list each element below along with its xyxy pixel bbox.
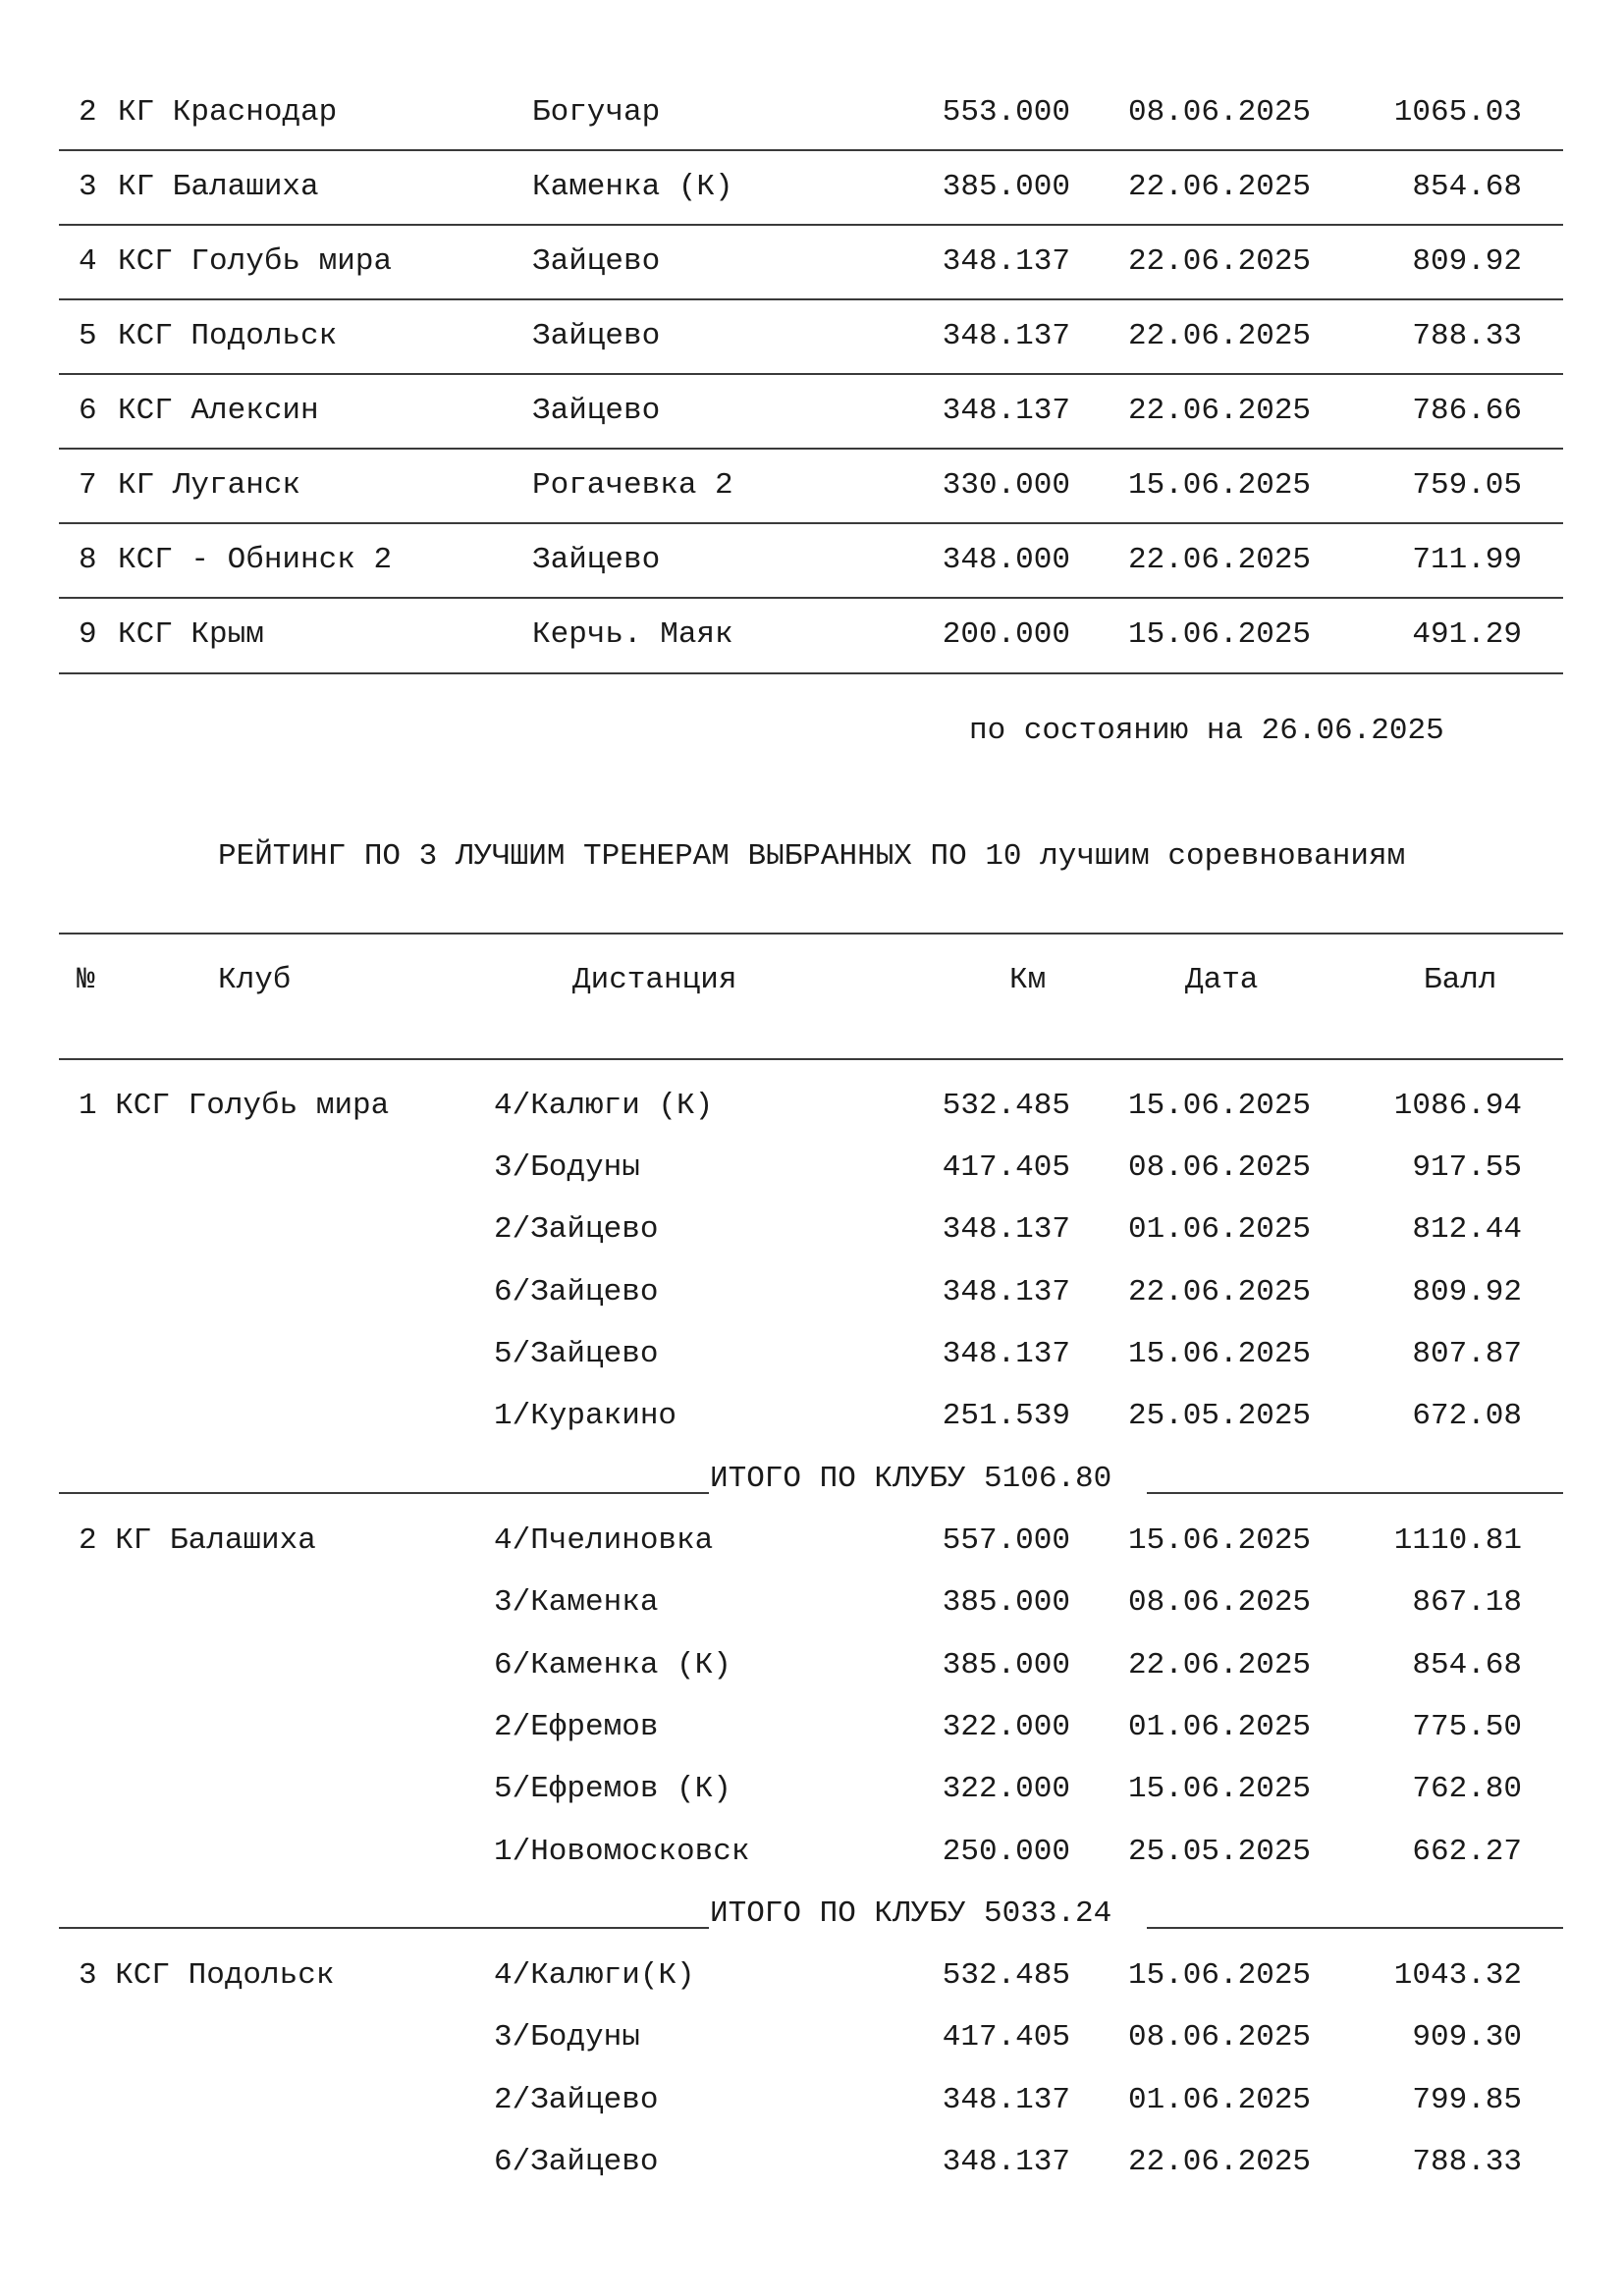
club-rank-name: 3 КСГ Подольск (79, 1958, 335, 1993)
page-title: РЕЙТИНГ ПО 3 ЛУЧШИМ ТРЕНЕРАМ ВЫБРАННЫХ ПО 10 лучшим соревнованиям (218, 839, 1406, 874)
place-name: Рогачевка 2 (532, 468, 733, 503)
date-value: 08.06.2025 (1128, 1150, 1312, 1185)
date-value: 01.06.2025 (1128, 1212, 1312, 1247)
date-value: 22.06.2025 (1128, 1648, 1312, 1682)
club-name: КГ Луганск (118, 468, 301, 503)
km-value: 532.485 (942, 1958, 1070, 1993)
row-number: 5 (79, 319, 97, 353)
row-number: 8 (79, 543, 97, 577)
date-value: 22.06.2025 (1128, 319, 1312, 353)
club-name: КГ Краснодар (118, 95, 338, 130)
score-value: 1043.32 (1393, 1958, 1522, 1993)
club-name: КСГ Голубь мира (118, 244, 393, 279)
km-value: 251.539 (942, 1399, 1070, 1433)
total-rule-left (59, 1927, 709, 1929)
distance-name: 6/Каменка (К) (494, 1648, 731, 1682)
place-name: Зайцево (532, 244, 661, 279)
km-value: 348.137 (942, 1275, 1070, 1309)
row-number: 3 (79, 170, 97, 204)
date-value: 08.06.2025 (1128, 2020, 1312, 2055)
row-divider (59, 224, 1563, 226)
distance-name: 1/Куракино (494, 1399, 677, 1433)
score-value: 854.68 (1412, 1648, 1522, 1682)
km-value: 557.000 (942, 1523, 1070, 1558)
score-value: 809.92 (1412, 244, 1522, 279)
km-value: 553.000 (942, 95, 1070, 130)
distance-name: 6/Зайцево (494, 1275, 659, 1309)
km-value: 348.137 (942, 2083, 1070, 2117)
date-value: 15.06.2025 (1128, 1523, 1312, 1558)
km-value: 417.405 (942, 1150, 1070, 1185)
distance-name: 1/Новомосковск (494, 1835, 750, 1869)
row-number: 2 (79, 95, 97, 130)
distance-name: 4/Калюги (К) (494, 1089, 714, 1123)
km-value: 200.000 (942, 617, 1070, 652)
header-top-rule (59, 933, 1563, 934)
distance-name: 5/Зайцево (494, 1337, 659, 1371)
place-name: Керчь. Маяк (532, 617, 733, 652)
km-value: 348.137 (942, 319, 1070, 353)
date-value: 01.06.2025 (1128, 2083, 1312, 2117)
club-total: ИТОГО ПО КЛУБУ 5106.80 (710, 1462, 1112, 1496)
distance-name: 4/Пчелиновка (494, 1523, 714, 1558)
row-divider (59, 597, 1563, 599)
place-name: Каменка (К) (532, 170, 733, 204)
date-value: 08.06.2025 (1128, 1585, 1312, 1620)
score-value: 672.08 (1412, 1399, 1522, 1433)
row-number: 7 (79, 468, 97, 503)
score-value: 762.80 (1412, 1772, 1522, 1806)
row-number: 9 (79, 617, 97, 652)
score-value: 1065.03 (1393, 95, 1522, 130)
km-value: 330.000 (942, 468, 1070, 503)
row-divider (59, 448, 1563, 450)
as-of-date: по состоянию на 26.06.2025 (969, 714, 1444, 748)
km-value: 385.000 (942, 1648, 1070, 1682)
score-value: 799.85 (1412, 2083, 1522, 2117)
place-name: Зайцево (532, 319, 661, 353)
distance-name: 2/Зайцево (494, 1212, 659, 1247)
km-value: 348.137 (942, 1337, 1070, 1371)
date-value: 22.06.2025 (1128, 2145, 1312, 2179)
score-value: 917.55 (1412, 1150, 1522, 1185)
date-value: 08.06.2025 (1128, 95, 1312, 130)
distance-name: 2/Ефремов (494, 1710, 659, 1744)
header-distance: Дистанция (572, 963, 737, 997)
club-name: КСГ Подольск (118, 319, 338, 353)
date-value: 22.06.2025 (1128, 244, 1312, 279)
total-rule-right (1147, 1492, 1563, 1494)
score-value: 491.29 (1412, 617, 1522, 652)
place-name: Богучар (532, 95, 661, 130)
km-value: 322.000 (942, 1772, 1070, 1806)
score-value: 867.18 (1412, 1585, 1522, 1620)
row-number: 6 (79, 394, 97, 428)
row-divider (59, 522, 1563, 524)
date-value: 15.06.2025 (1128, 1337, 1312, 1371)
header-club: Клуб (218, 963, 292, 997)
km-value: 385.000 (942, 1585, 1070, 1620)
distance-name: 3/Каменка (494, 1585, 659, 1620)
place-name: Зайцево (532, 543, 661, 577)
row-divider (59, 672, 1563, 674)
score-value: 786.66 (1412, 394, 1522, 428)
km-value: 417.405 (942, 2020, 1070, 2055)
header-bottom-rule (59, 1058, 1563, 1060)
club-rank-name: 2 КГ Балашиха (79, 1523, 316, 1558)
date-value: 22.06.2025 (1128, 1275, 1312, 1309)
km-value: 322.000 (942, 1710, 1070, 1744)
score-value: 812.44 (1412, 1212, 1522, 1247)
header-km: Км (1009, 963, 1047, 997)
date-value: 15.06.2025 (1128, 468, 1312, 503)
score-value: 1110.81 (1393, 1523, 1522, 1558)
club-total: ИТОГО ПО КЛУБУ 5033.24 (710, 1896, 1112, 1931)
header-score: Балл (1424, 963, 1497, 997)
club-name: КГ Балашиха (118, 170, 319, 204)
score-value: 662.27 (1412, 1835, 1522, 1869)
score-value: 809.92 (1412, 1275, 1522, 1309)
score-value: 1086.94 (1393, 1089, 1522, 1123)
date-value: 25.05.2025 (1128, 1399, 1312, 1433)
score-value: 788.33 (1412, 2145, 1522, 2179)
club-name: КСГ Алексин (118, 394, 319, 428)
club-name: КСГ - Обнинск 2 (118, 543, 393, 577)
date-value: 15.06.2025 (1128, 1772, 1312, 1806)
row-number: 4 (79, 244, 97, 279)
km-value: 348.137 (942, 244, 1070, 279)
date-value: 15.06.2025 (1128, 1089, 1312, 1123)
km-value: 348.000 (942, 543, 1070, 577)
date-value: 15.06.2025 (1128, 1958, 1312, 1993)
score-value: 807.87 (1412, 1337, 1522, 1371)
distance-name: 6/Зайцево (494, 2145, 659, 2179)
score-value: 711.99 (1412, 543, 1522, 577)
club-name: КСГ Крым (118, 617, 264, 652)
distance-name: 5/Ефремов (К) (494, 1772, 731, 1806)
total-rule-left (59, 1492, 709, 1494)
km-value: 532.485 (942, 1089, 1070, 1123)
score-value: 909.30 (1412, 2020, 1522, 2055)
distance-name: 4/Калюги(К) (494, 1958, 695, 1993)
km-value: 385.000 (942, 170, 1070, 204)
distance-name: 2/Зайцево (494, 2083, 659, 2117)
score-value: 759.05 (1412, 468, 1522, 503)
score-value: 854.68 (1412, 170, 1522, 204)
total-rule-right (1147, 1927, 1563, 1929)
date-value: 25.05.2025 (1128, 1835, 1312, 1869)
date-value: 01.06.2025 (1128, 1710, 1312, 1744)
score-value: 788.33 (1412, 319, 1522, 353)
km-value: 348.137 (942, 1212, 1070, 1247)
km-value: 348.137 (942, 394, 1070, 428)
header-date: Дата (1185, 963, 1259, 997)
km-value: 348.137 (942, 2145, 1070, 2179)
date-value: 22.06.2025 (1128, 394, 1312, 428)
date-value: 15.06.2025 (1128, 617, 1312, 652)
distance-name: 3/Бодуны (494, 1150, 640, 1185)
row-divider (59, 149, 1563, 151)
km-value: 250.000 (942, 1835, 1070, 1869)
distance-name: 3/Бодуны (494, 2020, 640, 2055)
club-rank-name: 1 КСГ Голубь мира (79, 1089, 390, 1123)
row-divider (59, 373, 1563, 375)
place-name: Зайцево (532, 394, 661, 428)
row-divider (59, 298, 1563, 300)
header-number: № (77, 963, 95, 997)
date-value: 22.06.2025 (1128, 543, 1312, 577)
score-value: 775.50 (1412, 1710, 1522, 1744)
date-value: 22.06.2025 (1128, 170, 1312, 204)
